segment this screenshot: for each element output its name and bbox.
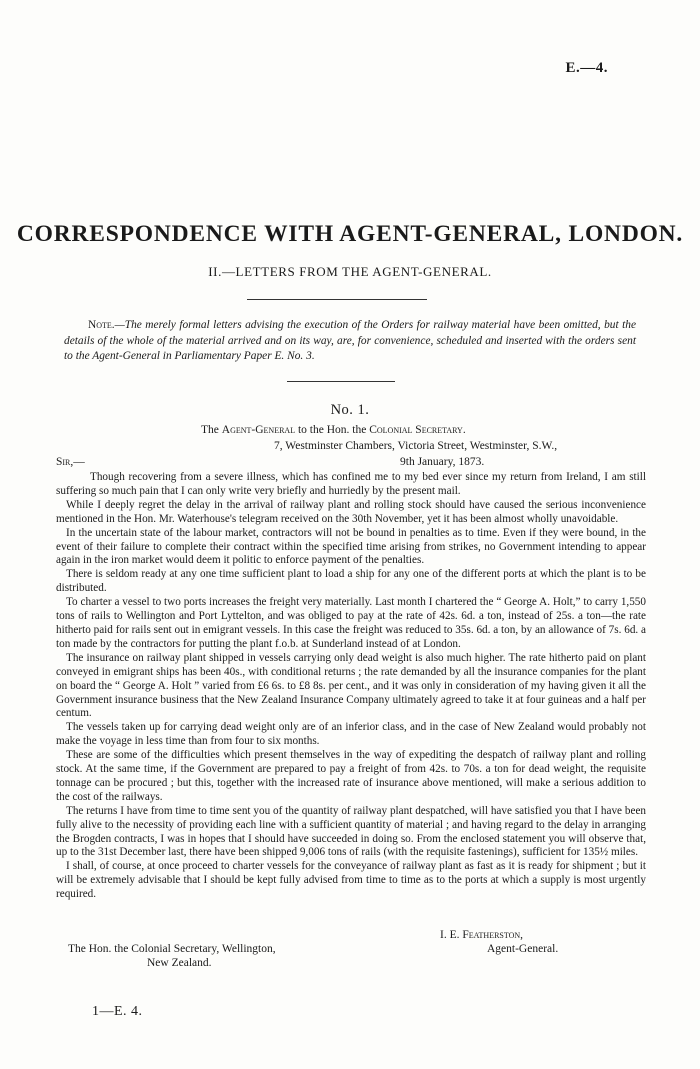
note-label: Note. [88, 319, 115, 331]
letter-paragraph: While I deeply regret the delay in the arrival of railway plant and rolling stock should have caused the serious inconvenience mentioned in the Hon. Mr. Waterhouse's telegram received on the 30th November, yet it has been almost wholly unavoidable. [56, 498, 646, 525]
page-folio: 1—E. 4. [92, 1004, 143, 1019]
editorial-note [64, 318, 636, 365]
signature-initials: I. E. [440, 929, 463, 941]
letter-number: No. 1. [330, 402, 370, 418]
from-middle: to the Hon. the [295, 424, 370, 436]
section-divider [247, 299, 427, 300]
letter-paragraph: The vessels taken up for carrying dead weight only are of an inferior class, and in the case of New Zealand would probably not make the voyage in less time than from four to six months. [56, 721, 646, 748]
section-divider [287, 381, 395, 382]
letter-date: 9th January, 1873. [400, 456, 485, 468]
from-prefix: The [201, 424, 222, 436]
signature-name [440, 929, 523, 941]
salutation: Sir,— [56, 456, 85, 468]
letter-paragraph: In the uncertain state of the labour market, contractors will not be bound in penalties as to time. Even if they were bound, in the event of their failure to complete their contract within the specified time arising from strikes, no Government intending to appear again in the iron market would deem it politic to enforce payment of the penalties. [56, 526, 646, 567]
letter-paragraph: I shall, of course, at once proceed to charter vessels for the conveyance of railway plant as fast as it is ready for shipment ; but it will be extremely advisable that I should be kept fully advised from time to time as to the ports at which a supply is most urgently required. [56, 860, 646, 901]
document-title: CORRESPONDENCE WITH AGENT-GENERAL, LONDON. [16, 221, 684, 247]
letter-from-line [201, 424, 466, 436]
signature-title: Agent-General. [487, 943, 559, 955]
document-subtitle: II.—LETTERS FROM THE AGENT-GENERAL. [208, 264, 492, 279]
letter-paragraph: These are some of the difficulties which present themselves in the way of expediting the despatch of railway plant and rolling stock. At the same time, if the Government are prepared to pay a freight of from 42s. to 70s. a ton for dead weight, the requisite tonnage can be procured ; but this, together with the increased rate of insurance above mentioned, will make a serious addition to the cost of the railways. [56, 749, 646, 803]
letter-paragraph: Though recovering from a severe illness, which has confined me to my bed ever since my return from Ireland, I am still suffering so much pain that I can only write very briefly and hurriedly by the present mail. [56, 471, 646, 497]
letter-paragraph: To charter a vessel to two ports increases the freight very materially. Last month I chartered the “ George A. Holt,” to carry 1,550 tons of rails to Wellington and Port Lyttelton, and was obliged to pay at the rate of 42s. 6d. a ton, instead of 25s. a ton—the rate hitherto paid for rails sent out in emigrant vessels. In this case the freight was reduced to 35s. 6d. a ton, by an allowance of 7s. 6d. a ton made by the contractors for putting the plant f.o.b. at Sunderland instead of at London. [56, 596, 646, 650]
addressee-line-2: New Zealand. [147, 957, 212, 969]
letter-paragraph: There is seldom ready at any one time sufficient plant to load a ship for any one of the different ports at which the plant is to be distributed. [56, 568, 646, 595]
page-reference: E.—4. [565, 60, 608, 76]
letter-body [56, 471, 646, 902]
signature-surname: Featherston [462, 929, 521, 941]
sender-address: 7, Westminster Chambers, Victoria Street, Westminster, S.W., [274, 440, 558, 452]
signature-suffix: , [520, 929, 524, 941]
from-recipient: Colonial Secretary [369, 424, 463, 436]
letter-paragraph: The returns I have from time to time sent you of the quantity of railway plant despatched, will have satisfied you that I have been fully alive to the necessity of providing each line with a sufficient quantity of material ; and having regard to the delay in arranging the Brogden contracts, I was in hopes that I should have succeeded in doing so. From the enclosed statement you will observe that, up to the 31st December last, there have been shipped 9,006 tons of rails (with the requisite fastenings), sufficient for 135½ miles. [56, 804, 646, 859]
note-text: —The merely formal letters advising the execution of the Orders for railway material have been omitted, but the details of the whole of the material arrived and on its way, are, for convenience, scheduled and inserted with the orders sent to the Agent-General in Parliamentary Paper E. No. 3. [64, 319, 636, 363]
from-suffix: . [462, 424, 466, 436]
from-sender: Agent-General [221, 424, 296, 436]
addressee-line-1: The Hon. the Colonial Secretary, Wellington, [68, 943, 276, 955]
letter-paragraph: The insurance on railway plant shipped in vessels carrying only dead weight is also much higher. The rate hitherto paid on plant conveyed in emigrant ships has been 40s., with conditional returns ; the rate demanded by all the insurance companies for the plant on board the “ George A. Holt ” varied from £6 6s. to £8 8s. per cent., and it was only in consideration of my having given it all the Government insurance business that the New Zealand Insurance Company ultimately agreed to take it at four guineas and a half per centum. [56, 651, 646, 720]
